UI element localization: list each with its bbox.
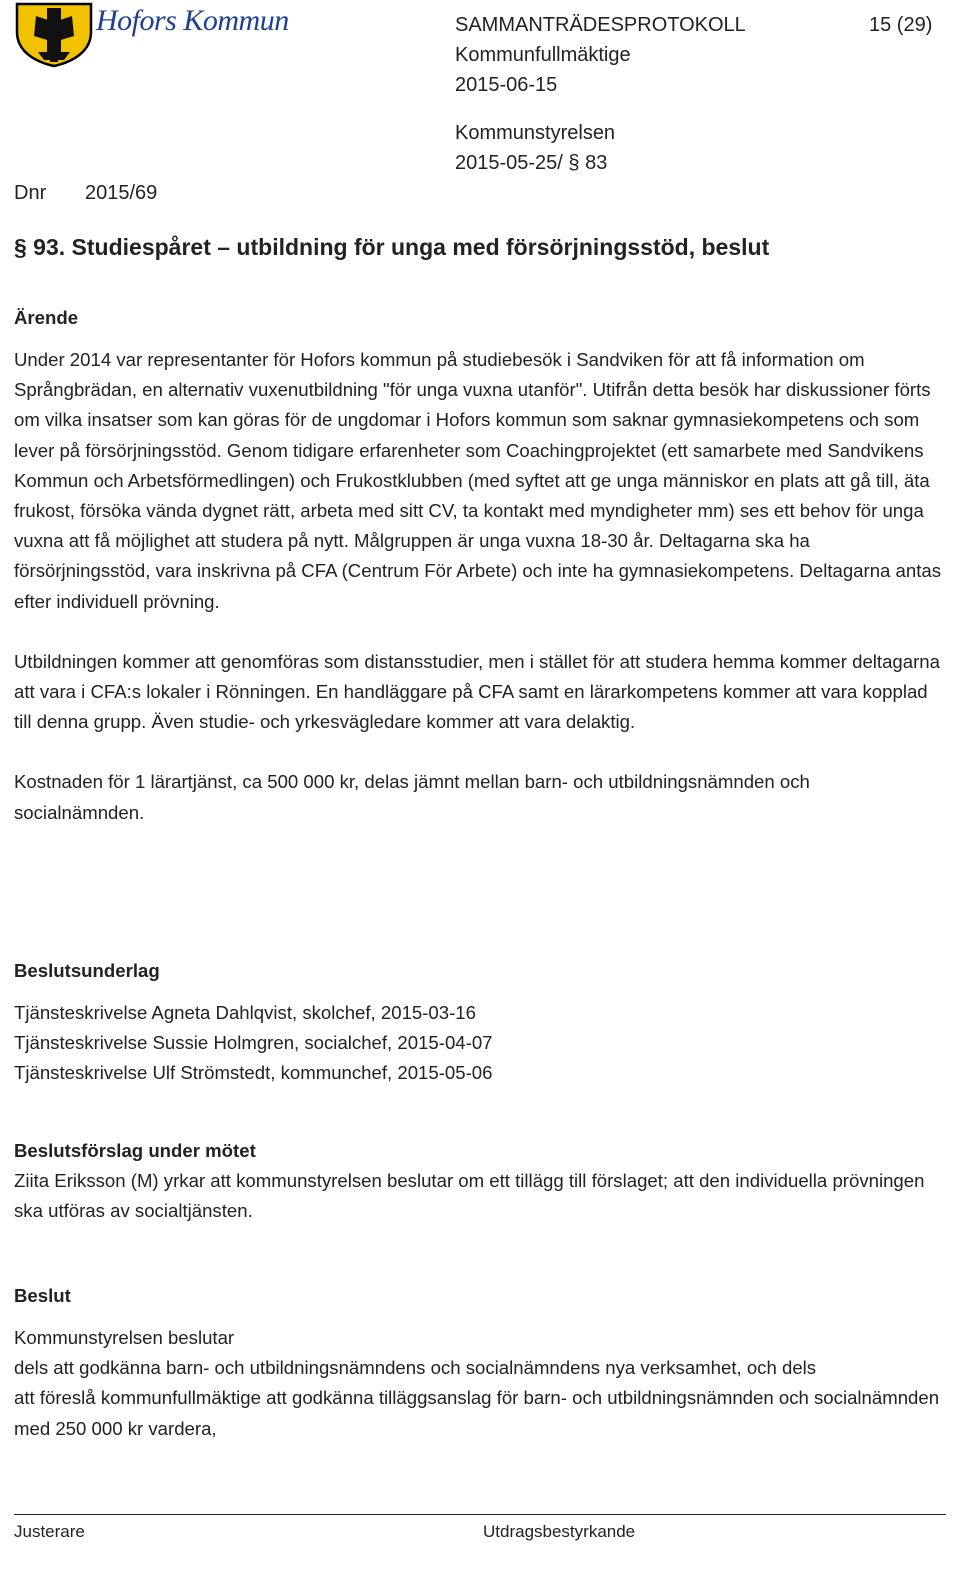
arende-section <box>14 303 944 334</box>
document-title: SAMMANTRÄDESPROTOKOLL <box>455 14 746 36</box>
arende-paragraph-2: Utbildningen kommer att genomföras som distansstudier, men i stället för att studera hemma kommer deltagarna att vara i CFA:s lokaler i Rönningen. En handläggare på CFA samt en lärarkompetens kommer att vara kopplad till denna grupp. Även studie- och yrkesvägledare kommer att vara delaktig. <box>14 650 940 733</box>
arende-body <box>14 345 944 828</box>
footer-justerare: Justerare <box>14 1522 85 1541</box>
meeting-date: 2015-06-15 <box>455 74 558 96</box>
footer-utdragsbestyrkande: Utdragsbestyrkande <box>483 1522 636 1541</box>
underlag-list <box>14 998 944 1089</box>
beslut-body <box>14 1323 944 1444</box>
forslag-heading: Beslutsförslag under mötet <box>14 1140 256 1161</box>
dnr-label: Dnr <box>14 182 47 204</box>
page-number: 15 (29) <box>869 14 933 36</box>
underlag-item: Tjänsteskrivelse Agneta Dahlqvist, skolchef, 2015-03-16 <box>14 1002 476 1023</box>
forslag-section <box>14 1136 944 1227</box>
beslut-intro: Kommunstyrelsen beslutar <box>14 1327 235 1348</box>
beslut-line-2: att föreslå kommunfullmäktige att godkänna tilläggsanslag för barn- och utbildningsnämnden och socialnämnden med 250 000 kr vardera, <box>14 1387 940 1439</box>
arende-paragraph-3: Kostnaden för 1 lärartjänst, ca 500 000 kr, delas jämnt mellan barn- och utbildningsnämnden och socialnämnden. <box>14 771 810 823</box>
forslag-text: Ziita Eriksson (M) yrkar att kommunstyrelsen beslutar om ett tillägg till förslaget; att den individuella prövningen ska utföras av socialtjänsten. <box>14 1170 925 1222</box>
underlag-heading: Beslutsunderlag <box>14 960 160 981</box>
prior-organ: Kommunstyrelsen <box>455 122 616 144</box>
arende-paragraph-1: Under 2014 var representanter för Hofors kommun på studiebesök i Sandviken för att få information om Språngbrädan, en alternativ vuxenutbildning "för unga vuxna utanför". Utifrån detta besök har diskussioner förts om vilka insatser som kan göras för de ungdomar i Hofors kommun som saknar gymnasiekompetens och som lever på försörjningsstöd. Genom tidigare erfarenheter som Coachingprojektet (ett samarbete med Sandvikens Kommun och Arbetsförmedlingen) och Frukostklubben (med syftet att ge unga människor en plats att gå till, äta frukost, försöka vända dygnet rätt, arbeta med sitt CV, ta kontakt med myndigheter mm) ses ett behov för unga vuxna att få möjlighet att studera på nytt. Målgruppen är unga vuxna 18-30 år. Deltagarna ska ha försörjningsstöd, vara inskrivna på CFA (Centrum För Arbete) och inte ha gymnasiekompetens. Deltagarna antas efter individuell prövning. <box>14 349 942 612</box>
underlag-item: Tjänsteskrivelse Sussie Holmgren, socialchef, 2015-04-07 <box>14 1032 493 1054</box>
prior-reference: 2015-05-25/ § 83 <box>455 152 608 174</box>
dnr-value: 2015/69 <box>85 182 158 204</box>
beslut-section <box>14 1281 944 1311</box>
municipality-name: Hofors Kommun <box>96 4 289 37</box>
municipal-coat-of-arms <box>14 2 94 68</box>
underlag-section <box>14 956 944 986</box>
beslut-heading: Beslut <box>14 1285 71 1306</box>
beslut-line-1: dels att godkänna barn- och utbildningsnämndens och socialnämndens nya verksamhet, och dels <box>14 1357 817 1379</box>
footer-divider <box>14 1514 946 1515</box>
underlag-item: Tjänsteskrivelse Ulf Strömstedt, kommunchef, 2015-05-06 <box>14 1062 493 1084</box>
section-title: § 93. Studiespåret – utbildning för unga med försörjningsstöd, beslut <box>14 234 770 260</box>
meeting-organ: Kommunfullmäktige <box>455 44 631 66</box>
arende-heading: Ärende <box>14 307 79 328</box>
